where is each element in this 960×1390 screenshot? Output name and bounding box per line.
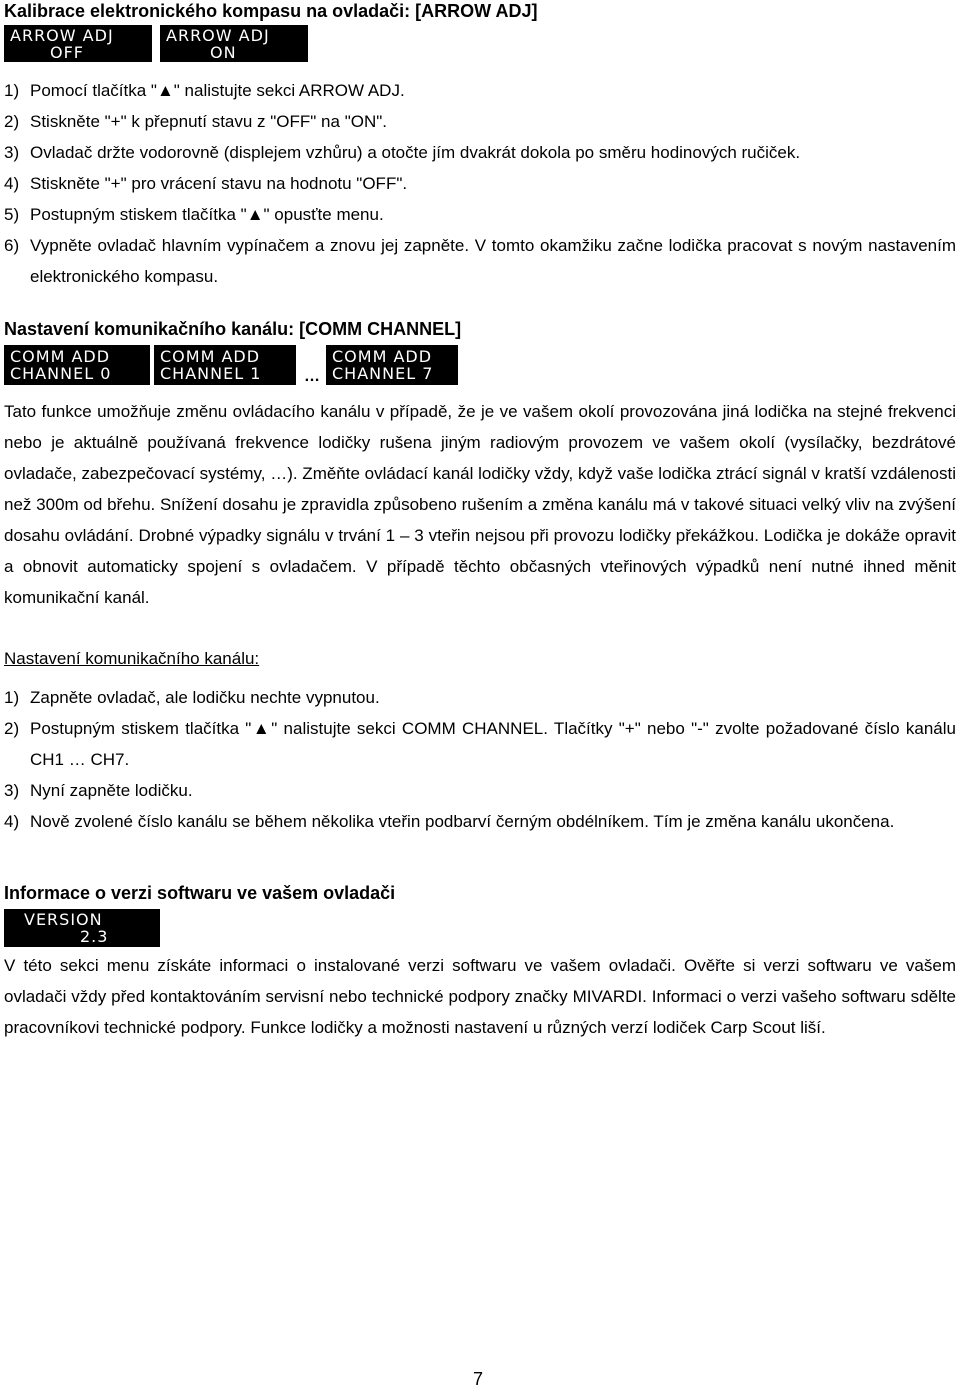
- lcd-line: VERSION: [24, 910, 103, 929]
- step-number: 4): [4, 174, 20, 193]
- section-arrow-adj-title: Kalibrace elektronického kompasu na ovladači: [ARROW ADJ]: [4, 1, 538, 21]
- step-text: Ovladač držte vodorovně (displejem vzhůru) a otočte jím dvakrát dokola po směru hodinových ručiček.: [30, 143, 801, 162]
- version-description: V této sekci menu získáte informaci o instalované verzi softwaru ve vašem ovladači. Ověřte si verzi softwaru ve vašem ovladači vždy před kontaktováním servisní nebo technické podpory značky MIVARDI. Informaci o verzi vašeho softwaru sdělte pracovníkovi technické podpory. Funkce lodičky a možnosti nastavení u různých verzí lodiček Carp Scout liší.: [4, 956, 956, 1037]
- step-number: 3): [4, 781, 20, 800]
- comm-channel-description: Tato funkce umožňuje změnu ovládacího kanálu v případě, že je ve vašem okolí provozována jiná lodička na stejné frekvenci nebo je aktuálně používaná frekvence lodičky rušena jiným radiovým provozem ve vašem okolí (vysílačky, bezdrátové ovladače, zabezpečovací systémy, …). Změňte ovládací kanál lodičky vždy, když vaše lodička ztrácí signál v kratší vzdálenosti než 300m od břehu. Snížení dosahu je zpravidla způsobeno rušením a změna kanálu má v takové situaci velký vliv na zvýšení dosahu ovládání. Drobné výpadky signálu v trvání 1 – 3 vteřin nejsou při provozu lodičky překážkou. Lodička je dokáže opravit a obnovit automaticky spojení s ovladačem. V případě těchto občasných vteřinových výpadků není nutné ihned měnit komunikační kanál.: [4, 402, 956, 607]
- step-number: 3): [4, 143, 20, 162]
- step-number: 5): [4, 205, 20, 224]
- lcd-line: 2.3: [80, 927, 109, 946]
- lcd-line: ON: [210, 42, 237, 62]
- step-text: Vypněte ovladač hlavním vypínačem a znovu jej zapněte. V tomto okamžiku začne lodička pracovat s novým nastavením elektronického kompasu.: [30, 236, 956, 286]
- step-text: Nově zvolené číslo kanálu se během několika vteřin podbarví černým obdélníkem. Tím je změna kanálu ukončena.: [30, 812, 895, 831]
- list-item: [4, 682, 956, 713]
- step-text: Nyní zapněte lodičku.: [30, 781, 193, 800]
- list-item: [4, 806, 956, 837]
- step-text: Postupným stiskem tlačítka "▲" opusťte menu.: [30, 205, 384, 224]
- list-item: [4, 230, 956, 292]
- step-number: 1): [4, 688, 20, 707]
- step-number: 2): [4, 112, 20, 131]
- lcd-line: CHANNEL 0: [10, 364, 112, 383]
- list-item: [4, 775, 956, 806]
- list-item: [4, 713, 956, 775]
- list-item: [4, 199, 956, 230]
- lcd-line: CHANNEL 7: [332, 364, 434, 383]
- lcd-arrow-adj-off: [4, 25, 152, 62]
- lcd-comm-channel-1: [154, 345, 296, 385]
- comm-channel-steps: [4, 682, 956, 837]
- section-comm-channel-title: Nastavení komunikačního kanálu: [COMM CHANNEL]: [4, 319, 462, 339]
- lcd-line: COMM ADD: [160, 347, 261, 366]
- lcd-arrow-adj-on: [160, 25, 308, 62]
- lcd-line: ARROW ADJ: [10, 25, 114, 45]
- lcd-line: ARROW ADJ: [166, 25, 270, 45]
- lcd-line: COMM ADD: [332, 347, 433, 366]
- lcd-line: COMM ADD: [10, 347, 111, 366]
- step-text: Zapněte ovladač, ale lodičku nechte vypnutou.: [30, 688, 380, 707]
- step-text: Stiskněte "+" pro vrácení stavu na hodnotu "OFF".: [30, 174, 408, 193]
- lcd-line: OFF: [50, 42, 84, 62]
- arrow-adj-steps: [4, 75, 956, 292]
- step-text: Stiskněte "+" k přepnutí stavu z "OFF" na "ON".: [30, 112, 387, 131]
- step-number: 1): [4, 81, 20, 100]
- list-item: [4, 137, 956, 168]
- page-number: 7: [473, 1369, 484, 1389]
- list-item: [4, 106, 956, 137]
- lcd-ellipsis: …: [304, 368, 320, 385]
- lcd-comm-channel-0: [4, 345, 150, 385]
- step-number: 4): [4, 812, 20, 831]
- step-number: 2): [4, 719, 20, 738]
- step-text: Postupným stiskem tlačítka "▲" nalistujte sekci COMM CHANNEL. Tlačítky "+" nebo "-" zvolte požadované číslo kanálu CH1 … CH7.: [30, 719, 956, 769]
- step-number: 6): [4, 236, 20, 255]
- list-item: [4, 75, 956, 106]
- version-lcd-row: [4, 909, 168, 947]
- lcd-version: [4, 909, 160, 947]
- step-text: Pomocí tlačítka "▲" nalistujte sekci ARROW ADJ.: [30, 81, 405, 100]
- comm-channel-subheading: Nastavení komunikačního kanálu:: [4, 649, 260, 668]
- list-item: [4, 168, 956, 199]
- lcd-line: CHANNEL 1: [160, 364, 262, 383]
- comm-channel-lcd-row: [4, 345, 466, 385]
- arrow-adj-lcd-row: [4, 25, 316, 62]
- lcd-comm-channel-7: [326, 345, 458, 385]
- section-version-title: Informace o verzi softwaru ve vašem ovladači: [4, 883, 396, 903]
